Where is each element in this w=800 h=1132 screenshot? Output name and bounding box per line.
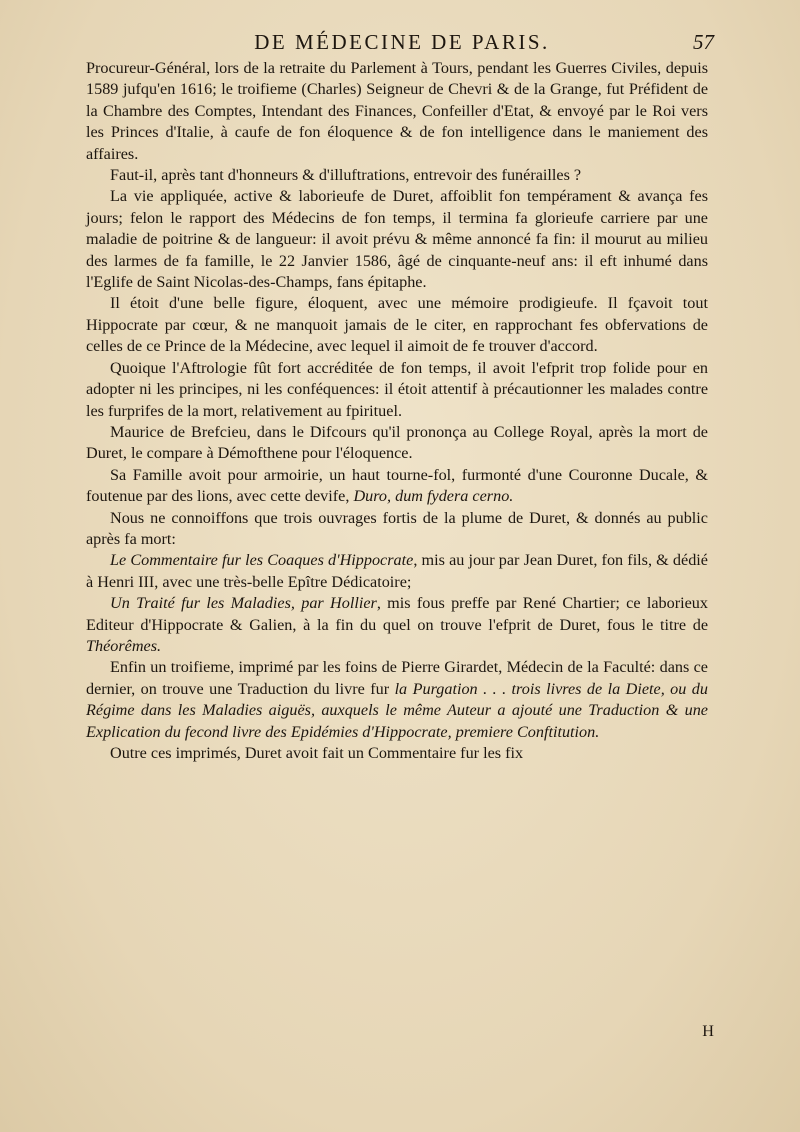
body-text (86, 58, 708, 764)
work-title: Théorêmes. (86, 636, 162, 655)
page-header (90, 30, 714, 60)
page-number: 57 (693, 30, 714, 54)
paragraph: La vie appliquée, active & laborieufe de Duret, affoiblit fon tempérament & avança fes jours; felon le rapport des Médecins de fon temps, il termina fa glorieufe carriere par une maladie de poitrine & de langueur: il avoit prévu & même annoncé fa fin: il mourut au milieu des larmes de fa famille, le 22 Janvier 1586, âgé de cinquante-neuf ans: il eft inhumé dans l'Eglife de Saint Nicolas-des-Champs, fans épitaphe. (86, 187, 708, 292)
paragraph: Procureur-Général, lors de la retraite du Parlement à Tours, pendant les Guerres Civiles, depuis 1589 jufqu'en 1616; le troifieme (Charles) Seigneur de Chevri & de la Grange, fut Préfident de la Chambre des Comptes, Intendant des Finances, Confeiller d'Etat, & envoyé par le Roi vers les Princes d'Italie, à caufe de fon éloquence & de fon intelligence dans le maniement des affaires. (86, 59, 708, 163)
catchword: H (702, 1022, 714, 1040)
work-title: la Purgation . . . trois livres de la Diete, ou du Régime dans les Maladies aiguës, auxquels le même Auteur a ajouté une Traduction & une Explication du fecond livre des Epidémies d'Hippocrate, premiere Conftitution. (86, 679, 708, 741)
running-title: DE MÉDECINE DE PARIS. (254, 30, 550, 54)
paragraph: Sa Famille avoit pour armoirie, un haut tourne-fol, furmonté d'une Couronne Ducale, & foutenue par des lions, avec cette devife, Duro, dum fydera cerno. (86, 465, 708, 506)
work-title: Un Traité fur les Maladies, par Hollier (110, 594, 377, 613)
motto: Duro, dum fydera cerno. (353, 487, 514, 506)
paragraph: Le Commentaire fur les Coaques d'Hippocrate, mis au jour par Jean Duret, fon fils, & dédié à Henri III, avec une très-belle Epître Dédicatoire; (86, 551, 708, 591)
work-title: Le Commentaire fur les Coaques d'Hippocrate (110, 551, 414, 570)
paragraph: Outre ces imprimés, Duret avoit fait un Commentaire fur les fix (110, 744, 524, 762)
paragraph: Un Traité fur les Maladies, par Hollier, mis fous preffe par René Chartier; ce laborieux Editeur d'Hippocrate & Galien, à la fin du quel on trouve l'efprit de Duret, fous le titre de Théorêmes. (86, 594, 708, 655)
paragraph: Quoique l'Aftrologie fût fort accréditée de fon temps, il avoit l'efprit trop folide pour en adopter ni les principes, ni les conféquences: il étoit attentif à précautionner les malades contre les furprifes de la mort, relativement au fpirituel. (86, 358, 708, 420)
paragraph: Faut-il, après tant d'honneurs & d'illuftrations, entrevoir des funérailles ? (110, 166, 582, 185)
paragraph: Maurice de Brefcieu, dans le Difcours qu'il prononça au College Royal, après la mort de Duret, le compare à Démofthene pour l'éloquence. (86, 422, 708, 463)
paragraph: Il étoit d'une belle figure, éloquent, avec une mémoire prodigieufe. Il fçavoit tout Hippocrate par cœur, & ne manquoit jamais de le citer, en rapprochant fes obfervations de celles de ce Prince de la Médecine, avec lequel il aimoit de fe trouver d'accord. (86, 294, 708, 356)
paragraph: Nous ne connoiffons que trois ouvrages fortis de la plume de Duret, & donnés au public après fa mort: (86, 508, 708, 548)
paragraph: Enfin un troifieme, imprimé par les foins de Pierre Girardet, Médecin de la Faculté: dans ce dernier, on trouve une Traduction du livre fur la Purgation . . . trois livres de la Diete, ou du Régime dans les Maladies aiguës, auxquels le même Auteur a ajouté une Traduction & une Explication du fecond livre des Epidémies d'Hippocrate, premiere Conftitution. (86, 658, 708, 741)
